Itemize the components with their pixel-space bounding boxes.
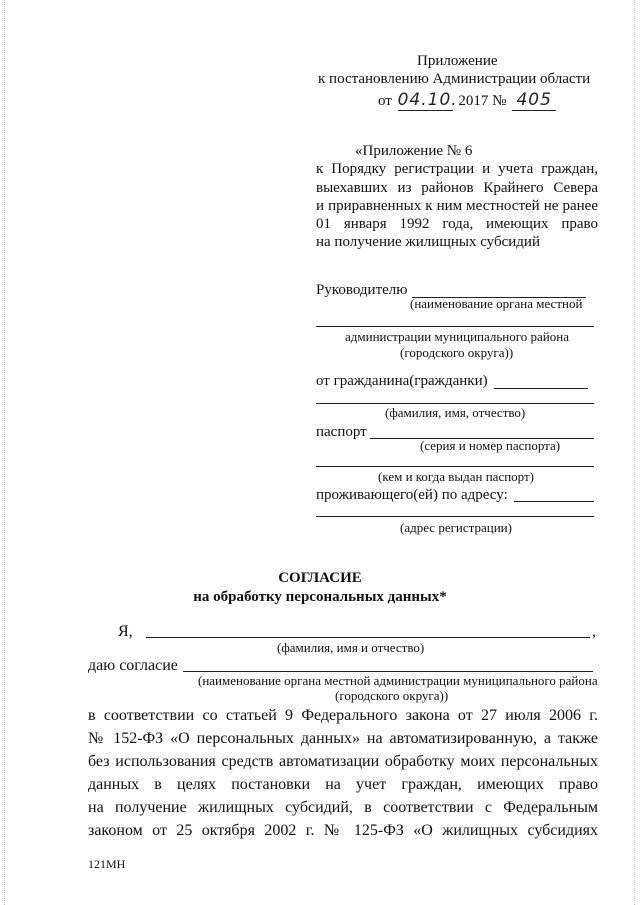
residing-label: проживающего(ей) по адресу:	[316, 487, 508, 503]
hint-org-1: (наименование органа местной	[410, 296, 583, 311]
from-fill-line[interactable]	[494, 388, 588, 389]
hint-org-3: (городского округа))	[400, 345, 514, 360]
footer-code: 121МН	[88, 857, 126, 871]
handwritten-number: 405	[512, 90, 556, 111]
date-prefix: от	[378, 93, 392, 109]
from-label: от гражданина(гражданки)	[316, 373, 488, 389]
hint-issued: (кем и когда выдан паспорт)	[378, 469, 535, 484]
residing-fill-line[interactable]	[514, 501, 594, 502]
hint-passport: (серия и номер паспорта)	[420, 438, 561, 453]
header-date-line	[378, 90, 556, 111]
appendix-line: 01 января 1992 года, имеющих право	[316, 216, 598, 232]
consent-subtitle: на обработку персональных данных*	[193, 589, 447, 605]
appendix-line: к Порядку регистрации и учета граждан,	[316, 161, 598, 177]
body-line: данных в целях постановки на учет граждан, имеющих право	[88, 776, 598, 793]
scan-right-edge	[634, 0, 635, 905]
hint-fio: (фамилия, имя, отчество)	[385, 405, 526, 420]
hint-applicant-fio: (фамилия, имя и отчество)	[277, 640, 425, 655]
fio-fill-line[interactable]	[316, 403, 594, 404]
body-line: на получение жилищных субсидий, в соответствии с Федеральным	[88, 799, 598, 816]
hint-consent-org-1: (наименование органа местной администрации муниципального района	[198, 673, 598, 688]
hint-org-2: администрации муниципального района	[345, 329, 569, 344]
give-consent-label: даю согласие	[88, 657, 178, 674]
header-decree: к постановлению Администрации области	[318, 71, 591, 87]
address-fill-line[interactable]	[316, 516, 594, 517]
appendix-line: выехавших из районов Крайнего Севера	[316, 180, 598, 196]
hint-consent-org-2: (городского округа))	[335, 688, 449, 703]
ya-label: Я,	[118, 623, 133, 640]
passport-label: паспорт	[316, 424, 367, 440]
applicant-fio-line[interactable]	[146, 637, 590, 638]
scan-left-edge	[4, 0, 5, 905]
body-line: в соответствии со статьей 9 Федерального закона от 27 июля 2006 г.	[88, 707, 598, 724]
handwritten-date: 04.10.	[397, 90, 458, 110]
consent-title: СОГЛАСИЕ	[278, 570, 362, 586]
org-fill-line[interactable]	[316, 326, 594, 327]
appendix-line: на получение жилищных субсидий	[316, 234, 540, 250]
header-title: Приложение	[417, 53, 498, 69]
year-number-label: 2017 №	[458, 93, 507, 109]
head-label: Руководителю	[316, 282, 408, 298]
appendix-line: и приравненных к ним местностей не ранее	[316, 198, 598, 214]
fio-comma: ,	[592, 623, 596, 640]
appendix-title: «Приложение № 6	[355, 143, 473, 159]
body-line: законом от 25 октября 2002 г. № 125-ФЗ «О жилищных субсидиях	[88, 822, 598, 839]
body-line: без использования средств автоматизации обработку моих персональных	[88, 753, 598, 770]
body-line: № 152-ФЗ «О персональных данных» на автоматизированную, а также	[88, 730, 598, 747]
consent-org-line[interactable]	[183, 671, 593, 672]
issued-fill-line[interactable]	[316, 466, 594, 467]
hint-address: (адрес регистрации)	[400, 520, 512, 535]
